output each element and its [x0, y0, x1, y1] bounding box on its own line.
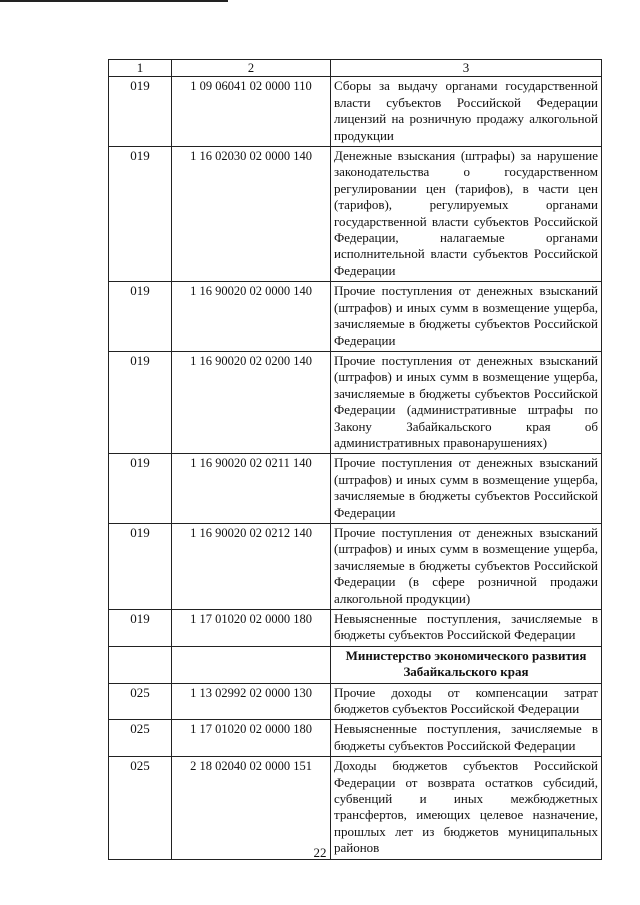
admin-code: 019	[109, 454, 172, 524]
budget-code: 1 17 01020 02 0000 180	[172, 610, 331, 647]
admin-code: 019	[109, 282, 172, 352]
admin-code: 019	[109, 523, 172, 609]
revenue-description: Доходы бюджетов субъектов Российской Федерации от возврата остатков субсидий, субвенций и иных межбюджетных трансфертов, имеющих целевое назначение, прошлых лет из бюджетов муниципальных районов	[331, 757, 602, 859]
admin-code: 019	[109, 351, 172, 453]
top-rule	[0, 0, 228, 2]
table-row	[109, 454, 602, 524]
column-header-3: 3	[331, 60, 602, 77]
revenue-description: Прочие поступления от денежных взысканий (штрафов) и иных сумм в возмещение ущерба, зачисляемые в бюджеты субъектов Российской Федерации	[331, 454, 602, 524]
revenue-description: Прочие поступления от денежных взысканий (штрафов) и иных сумм в возмещение ущерба, зачисляемые в бюджеты субъектов Российской Федерации (в сфере розничной продажи алкогольной продукции)	[331, 523, 602, 609]
header-row	[109, 60, 602, 77]
ministry-title: Министерство экономического развития Забайкальского края	[331, 646, 602, 683]
revenue-description: Невыясненные поступления, зачисляемые в бюджеты субъектов Российской Федерации	[331, 720, 602, 757]
table-row	[109, 282, 602, 352]
budget-code: 1 16 90020 02 0000 140	[172, 282, 331, 352]
admin-code: 025	[109, 757, 172, 859]
budget-code: 1 13 02992 02 0000 130	[172, 683, 331, 720]
revenue-codes-table	[108, 59, 602, 860]
empty-cell	[172, 646, 331, 683]
empty-cell	[109, 646, 172, 683]
budget-code: 1 09 06041 02 0000 110	[172, 77, 331, 147]
admin-code: 025	[109, 683, 172, 720]
revenue-description: Денежные взыскания (штрафы) за нарушение законодательства о государственном регулировании цен (тарифов), в части цен (тарифов), регулируемых органами государственной власти субъектов Российской Федерации, налагаемые органами исполнительной власти субъектов Российской Федерации	[331, 147, 602, 282]
table-row	[109, 610, 602, 647]
admin-code: 019	[109, 147, 172, 282]
admin-code: 019	[109, 77, 172, 147]
table-row	[109, 720, 602, 757]
budget-code: 1 16 90020 02 0212 140	[172, 523, 331, 609]
column-header-1: 1	[109, 60, 172, 77]
table-row	[109, 683, 602, 720]
budget-code: 1 16 02030 02 0000 140	[172, 147, 331, 282]
revenue-description: Невыясненные поступления, зачисляемые в бюджеты субъектов Российской Федерации	[331, 610, 602, 647]
table-row	[109, 757, 602, 859]
budget-code: 1 17 01020 02 0000 180	[172, 720, 331, 757]
admin-code: 019	[109, 610, 172, 647]
revenue-description: Сборы за выдачу органами государственной власти субъектов Российской Федерации лицензий на розничную продажу алкогольной продукции	[331, 77, 602, 147]
revenue-description: Прочие доходы от компенсации затрат бюджетов субъектов Российской Федерации	[331, 683, 602, 720]
admin-code: 025	[109, 720, 172, 757]
page-number: 22	[313, 845, 327, 860]
column-header-2: 2	[172, 60, 331, 77]
table-row	[109, 523, 602, 609]
table-row	[109, 351, 602, 453]
budget-code: 2 18 02040 02 0000 151	[172, 757, 331, 859]
ministry-row	[109, 646, 602, 683]
table-row	[109, 77, 602, 147]
budget-code: 1 16 90020 02 0211 140	[172, 454, 331, 524]
budget-code: 1 16 90020 02 0200 140	[172, 351, 331, 453]
table-row	[109, 147, 602, 282]
revenue-description: Прочие поступления от денежных взысканий (штрафов) и иных сумм в возмещение ущерба, зачисляемые в бюджеты субъектов Российской Федерации	[331, 282, 602, 352]
revenue-description: Прочие поступления от денежных взысканий (штрафов) и иных сумм в возмещение ущерба, зачисляемые в бюджеты субъектов Российской Федерации (административные штрафы по Закону Забайкальского края об административных правонарушениях)	[331, 351, 602, 453]
